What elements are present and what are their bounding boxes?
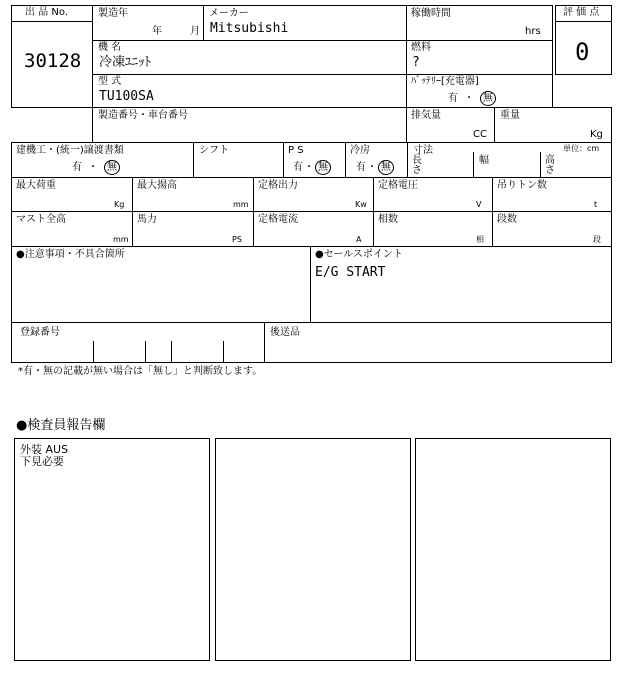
maker-value: Mitsubishi bbox=[210, 21, 289, 36]
hp-unit: PS bbox=[232, 235, 242, 244]
phase-unit: 相 bbox=[476, 235, 484, 244]
mast-unit: mm bbox=[113, 235, 129, 244]
ps-yes: 有 bbox=[293, 162, 303, 173]
length-label: 長さ bbox=[412, 155, 422, 176]
lot-no-value: 30128 bbox=[24, 50, 82, 72]
rated-current-unit: A bbox=[356, 235, 362, 244]
ps-no-circled: 無 bbox=[315, 160, 331, 175]
caution-label: ●注意事項・不具合箇所 bbox=[16, 249, 125, 260]
displacement-unit: CC bbox=[473, 129, 487, 140]
cooling-label: 冷房 bbox=[350, 145, 370, 156]
cooling-dot: ・ bbox=[367, 162, 377, 173]
max-load-label: 最大荷重 bbox=[16, 180, 56, 191]
battery-label: ﾊﾞｯﾃﾘｰ[充電器] bbox=[411, 76, 479, 87]
model-name-label: 機 名 bbox=[98, 42, 122, 53]
fuel-label: 燃料 bbox=[411, 42, 431, 53]
cooling-yes: 有 bbox=[356, 162, 366, 173]
ps-dot: ・ bbox=[304, 162, 314, 173]
transfer-doc-yes-no bbox=[72, 160, 120, 175]
inspector-box-2 bbox=[215, 438, 411, 661]
month-unit: 月 bbox=[190, 26, 200, 37]
transfer-yes: 有 bbox=[72, 162, 82, 173]
fuel-value: ? bbox=[412, 55, 420, 70]
footnote: *有・無の記載が無い場合は「無し」と判断致します。 bbox=[18, 366, 263, 377]
width-label: 幅 bbox=[479, 155, 489, 166]
rated-current-label: 定格電流 bbox=[258, 214, 298, 225]
battery-dot: ・ bbox=[464, 93, 474, 104]
max-lift-unit: mm bbox=[233, 200, 249, 209]
inspector-note-2: 下見必要 bbox=[20, 455, 64, 468]
battery-yes-no bbox=[448, 91, 496, 106]
later-shipment-label: 後送品 bbox=[270, 327, 300, 338]
dims-label: 寸法 bbox=[413, 145, 433, 156]
weight-unit: Kg bbox=[590, 129, 603, 140]
score-label: 評 価 点 bbox=[563, 7, 600, 18]
battery-no-circled: 無 bbox=[480, 91, 496, 106]
hours-unit: hrs bbox=[525, 26, 541, 37]
inspector-box-3 bbox=[415, 438, 611, 661]
registration-label: 登録番号 bbox=[20, 327, 60, 338]
ps-label: P S bbox=[288, 145, 304, 156]
transfer-doc-label: 建機工・(統一)譲渡書類 bbox=[16, 145, 124, 156]
transfer-no-circled: 無 bbox=[104, 160, 120, 175]
year-label: 製造年 bbox=[98, 8, 128, 19]
rated-voltage-unit: V bbox=[476, 200, 482, 209]
inspector-box-1 bbox=[14, 438, 210, 661]
lot-no-label: 出 品 No. bbox=[25, 7, 68, 18]
hours-label: 稼働時間 bbox=[411, 8, 451, 19]
rated-voltage-label: 定格電圧 bbox=[378, 180, 418, 191]
displacement-label: 排気量 bbox=[411, 110, 441, 121]
hoist-label: 吊りトン数 bbox=[497, 180, 547, 191]
sales-point-label: ●セールスポイント bbox=[315, 249, 403, 260]
transfer-dot: ・ bbox=[88, 162, 98, 173]
stages-unit: 段 bbox=[593, 235, 601, 244]
stages-label: 段数 bbox=[497, 214, 517, 225]
max-lift-label: 最大揚高 bbox=[137, 180, 177, 191]
maker-label: メーカー bbox=[209, 8, 249, 19]
inspector-title: ●検査員報告欄 bbox=[16, 418, 106, 433]
serial-label: 製造番号・車台番号 bbox=[98, 110, 188, 121]
battery-yes: 有 bbox=[448, 93, 458, 104]
cooling-no-circled: 無 bbox=[378, 160, 394, 175]
weight-label: 重量 bbox=[500, 110, 520, 121]
inspector-note-1: 外装 AUS bbox=[20, 443, 69, 456]
dims-unit: 単位：cm bbox=[563, 144, 600, 153]
mast-label: マスト全高 bbox=[16, 214, 66, 225]
type-value: TU100SA bbox=[99, 89, 154, 104]
model-name-value: 冷凍ﾕﾆｯﾄ bbox=[99, 55, 152, 70]
cooling-yes-no bbox=[356, 160, 394, 175]
sales-point-text: E/G START bbox=[315, 265, 386, 280]
registration-box bbox=[11, 322, 612, 363]
hp-label: 馬力 bbox=[137, 214, 157, 225]
max-load-unit: Kg bbox=[114, 200, 125, 209]
phase-label: 相数 bbox=[378, 214, 398, 225]
hoist-unit: t bbox=[594, 200, 598, 209]
rated-output-label: 定格出力 bbox=[258, 180, 298, 191]
type-label: 型 式 bbox=[98, 76, 122, 87]
ps-yes-no bbox=[293, 160, 331, 175]
shift-label: シフト bbox=[199, 145, 229, 156]
rated-output-unit: Kw bbox=[355, 200, 367, 209]
year-unit: 年 bbox=[152, 26, 162, 37]
height-label: 高さ bbox=[545, 155, 555, 176]
score-value: 0 bbox=[575, 38, 590, 66]
